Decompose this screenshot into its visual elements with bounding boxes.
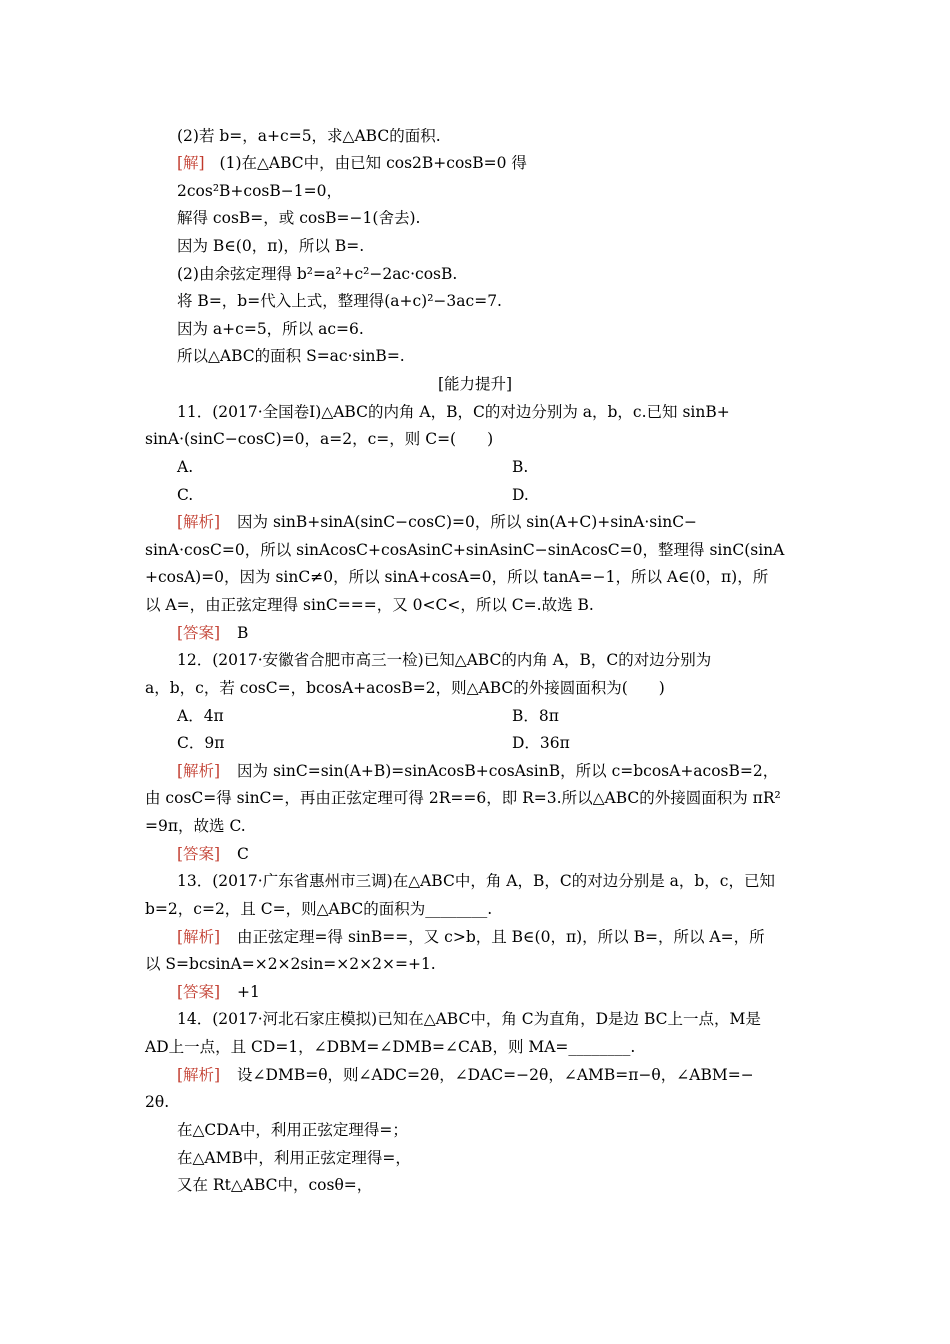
analysis-tag: [解析] <box>177 762 221 780</box>
option-c: C．9π <box>177 734 225 752</box>
answer-line: [答案] +1 <box>177 983 260 1001</box>
analysis-line: [解析] 由正弦定理=得 sinB==，又 c>b，且 B∈(0，π)，所以 B=，所以 A=，所 <box>177 928 765 946</box>
option-d: D. <box>512 486 529 504</box>
solution-tag: [解] <box>177 154 205 172</box>
question-14-line: 14．(2017·河北石家庄模拟)已知在△ABC中，角 C为直角，D是边 BC上一点，M是 <box>177 1010 761 1028</box>
text-line: (2)由余弦定理得 b²=a²+c²−2ac·cosB. <box>177 265 458 283</box>
analysis-line: sinA·cosC=0，所以 sinAcosC+cosAsinC+sinAsinC−sinAcosC=0，整理得 sinC(sinA <box>145 541 785 559</box>
analysis-line: 2θ. <box>145 1093 170 1111</box>
analysis-line: [解析] 因为 sinC=sin(A+B)=sinAcosB+cosAsinB，所以 c=bcosA+acosB=2， <box>177 762 779 780</box>
option-b: B. <box>512 458 529 476</box>
text-line: 所以△ABC的面积 S=ac·sinB=. <box>177 347 405 365</box>
text-line: 将 B=，b=代入上式，整理得(a+c)²−3ac=7. <box>177 292 502 310</box>
text-line: [解] (1)在△ABC中，由已知 cos2B+cosB=0 得 <box>177 154 527 172</box>
analysis-line: 在△CDA中，利用正弦定理得=； <box>177 1121 408 1139</box>
question-13-line: 13．(2017·广东省惠州市三调)在△ABC中，角 A，B，C的对边分别是 a，b，c，已知 <box>177 872 775 890</box>
analysis-line: [解析] 因为 sinB+sinA(sinC−cosC)=0，所以 sin(A+C)+sinA·sinC− <box>177 513 698 531</box>
answer-line: [答案] B <box>177 624 249 642</box>
answer-line: [答案] C <box>177 845 249 863</box>
option-d: D．36π <box>512 734 570 752</box>
analysis-tag: [解析] <box>177 513 221 531</box>
text-line: 解得 cosB=，或 cosB=−1(舍去). <box>177 209 421 227</box>
analysis-line: [解析] 设∠DMB=θ，则∠ADC=2θ，∠DAC=−2θ，∠AMB=π−θ，∠ABM=− <box>177 1066 754 1084</box>
option-a: A．4π <box>177 707 224 725</box>
option-a: A. <box>177 458 194 476</box>
analysis-line: 以 A=，由正弦定理得 sinC===，又 0<C<，所以 C=.故选 B. <box>145 596 594 614</box>
question-11-line: sinA·(sinC−cosC)=0，a=2，c=，则 C=( ) <box>145 430 494 448</box>
question-13-line: b=2，c=2，且 C=，则△ABC的面积为________. <box>145 900 493 918</box>
question-12-line: 12．(2017·安徽省合肥市高三一检)已知△ABC的内角 A，B，C的对边分别为 <box>177 651 712 669</box>
analysis-line: 以 S=bcsinA=×2×2sin=×2×2×=+1. <box>145 955 436 973</box>
question-12-line: a，b，c，若 cosC=，bcosA+acosB=2，则△ABC的外接圆面积为( ) <box>145 679 665 697</box>
analysis-line: 由 cosC=得 sinC=，再由正弦定理可得 2R==6，即 R=3.所以△ABC的外接圆面积为 πR² <box>145 789 781 807</box>
text-line: 2cos²B+cosB−1=0， <box>177 182 342 200</box>
option-c: C. <box>177 486 194 504</box>
analysis-line: =9π，故选 C. <box>145 817 246 835</box>
analysis-line: 又在 Rt△ABC中，cosθ=， <box>177 1176 373 1194</box>
analysis-line: +cosA)=0，因为 sinC≠0，所以 sinA+cosA=0，所以 tanA=−1，所以 A∈(0，π)，所 <box>145 568 769 586</box>
text-line: 因为 B∈(0，π)，所以 B=. <box>177 237 365 255</box>
answer-tag: [答案] <box>177 845 221 863</box>
answer-tag: [答案] <box>177 624 221 642</box>
text-line: 因为 a+c=5，所以 ac=6. <box>177 320 364 338</box>
question-11-line: 11．(2017·全国卷Ⅰ)△ABC的内角 A，B，C的对边分别为 a，b，c.已知 sinB+ <box>177 403 730 421</box>
option-b: B．8π <box>512 707 559 725</box>
analysis-line: 在△AMB中，利用正弦定理得=， <box>177 1149 411 1167</box>
question-14-line: AD上一点，且 CD=1，∠DBM=∠DMB=∠CAB，则 MA=________. <box>145 1038 636 1056</box>
analysis-tag: [解析] <box>177 928 221 946</box>
section-heading: [能力提升] <box>437 375 513 393</box>
analysis-tag: [解析] <box>177 1066 221 1084</box>
answer-tag: [答案] <box>177 983 221 1001</box>
text-line: (2)若 b=，a+c=5，求△ABC的面积. <box>177 127 441 145</box>
